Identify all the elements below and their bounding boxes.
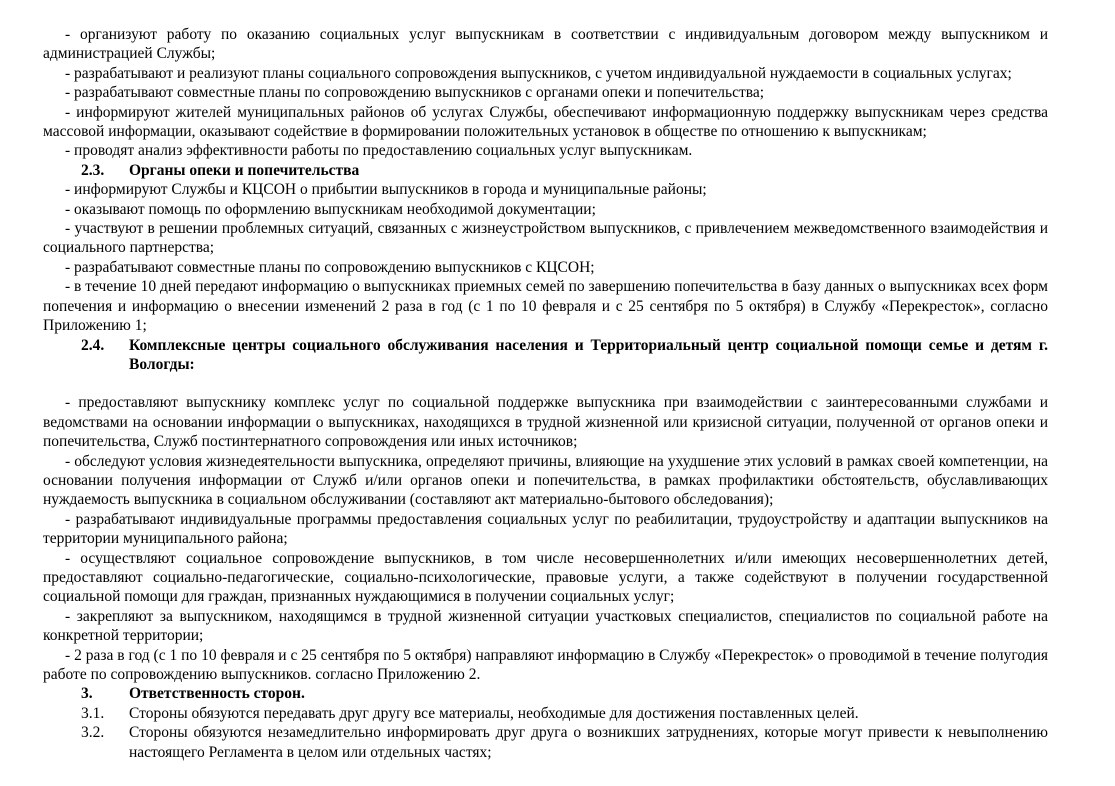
document-paragraph: - участвуют в решении проблемных ситуаций, связанных с жизнеустройством выпускников, с привлечением межведомственного взаимодействия и социального партнерства; [43, 220, 1048, 257]
section-heading [43, 684, 1048, 703]
document-paragraph: - в течение 10 дней передают информацию о выпускниках приемных семей по завершению попечительства в базу данных о выпускниках всех форм попечения и информацию о внесении изменений 2 раза в год (с 1 по 10 февраля и с 25 сентября по 5 октября) в Службу «Перекресток», согласно Приложению 1; [43, 278, 1048, 335]
item-text: Стороны обязуются передавать друг другу все материалы, необходимые для достижения поставленных целей. [129, 704, 859, 722]
item-text: Ответственность сторон. [129, 685, 305, 703]
document-paragraph: - организуют работу по оказанию социальных услуг выпускникам в соответствии с индивидуальным договором между выпускником и администрацией Службы; [43, 26, 1048, 63]
document-paragraph: - разрабатывают совместные планы по сопровождению выпускников с органами опеки и попечительства; [65, 84, 765, 102]
document-paragraph: - оказывают помощь по оформлению выпускникам необходимой документации; [65, 200, 596, 218]
document-paragraph: - обследуют условия жизнедеятельности выпускника, определяют причины, влияющие на ухудшение этих условий в рамках своей компетенции, на основании получения информации от Служб и/или органов опеки и попечительства, в рамках профилактики обстоятельств, обуславливающих нуждаемость выпускника в социальном обслуживании (составляют акт материально-бытового обследования); [43, 452, 1048, 509]
document-paragraph: - предоставляют выпускнику комплекс услуг по социальной поддержке выпускника при взаимодействии с заинтересованными службами и ведомствами на основании информации о выпускниках, находящихся в трудной жизненной или кризисной ситуации, полученной от органов опеки и попечительства, Служб постинтернатного сопровождения или иных источников; [43, 394, 1048, 451]
document-paragraph: - разрабатывают совместные планы по сопровождению выпускников с КЦСОН; [65, 258, 595, 276]
item-number: 2.4. [81, 336, 105, 354]
item-number: 3.1. [81, 704, 105, 722]
item-number: 3. [81, 685, 93, 703]
item-text: Стороны обязуются незамедлительно информировать друг друга о возникших затруднениях, которые могут привести к невыполнению настоящего Регламента в целом или отдельных частях; [129, 724, 1048, 761]
document-paragraph: - осуществляют социальное сопровождение выпускников, в том числе несовершеннолетних и/или имеющих несовершеннолетних детей, предоставляют социально-педагогические, социально-психологические, правовые услуги, а также содействуют в получении государственной социальной помощи для граждан, признанных нуждающимися в получении социальных услуг; [43, 549, 1048, 606]
document-paragraph: - разрабатывают и реализуют планы социального сопровождения выпускников, с учетом индивидуальной нуждаемости в социальных услугах; [65, 64, 1012, 82]
document-paragraph: - информируют жителей муниципальных районов об услугах Службы, обеспечивают информационную поддержку выпускникам через средства массовой информации, оказывают содействие в формировании положительных установок в обществе по отношению к выпускникам; [43, 103, 1048, 141]
item-number: 3.2. [81, 724, 105, 742]
document-paragraph: - 2 раза в год (с 1 по 10 февраля и с 25 сентября по 5 октября) направляют информацию в Службу «Перекресток» о проводимой в течение полугодия работе по сопровождению выпускников. согласно Приложению 2. [43, 646, 1048, 683]
document-paragraph: - закрепляют за выпускником, находящимся в трудной жизненной ситуации участковых специалистов, специалистов по социальной работе на конкретной территории; [43, 607, 1048, 645]
document-body [43, 25, 1048, 762]
section-heading [43, 161, 1048, 180]
document-paragraph: - разрабатывают индивидуальные программы предоставления социальных услуг по реабилитации, трудоустройству и адаптации выпускников на территории муниципального района; [43, 510, 1048, 548]
document-paragraph: - проводят анализ эффективности работы по предоставлению социальных услуг выпускникам. [65, 142, 693, 160]
section-heading [43, 336, 1048, 375]
item-number: 2.3. [81, 161, 105, 179]
item-text: Органы опеки и попечительства [129, 161, 360, 179]
numbered-item [43, 704, 1048, 723]
item-text: Комплексные центры социального обслуживания населения и Территориальный центр социальной помощи семье и детям г. Вологды: [129, 336, 1048, 373]
numbered-item [43, 723, 1048, 762]
document-paragraph: - информируют Службы и КЦСОН о прибытии выпускников в города и муниципальные районы; [65, 181, 707, 199]
